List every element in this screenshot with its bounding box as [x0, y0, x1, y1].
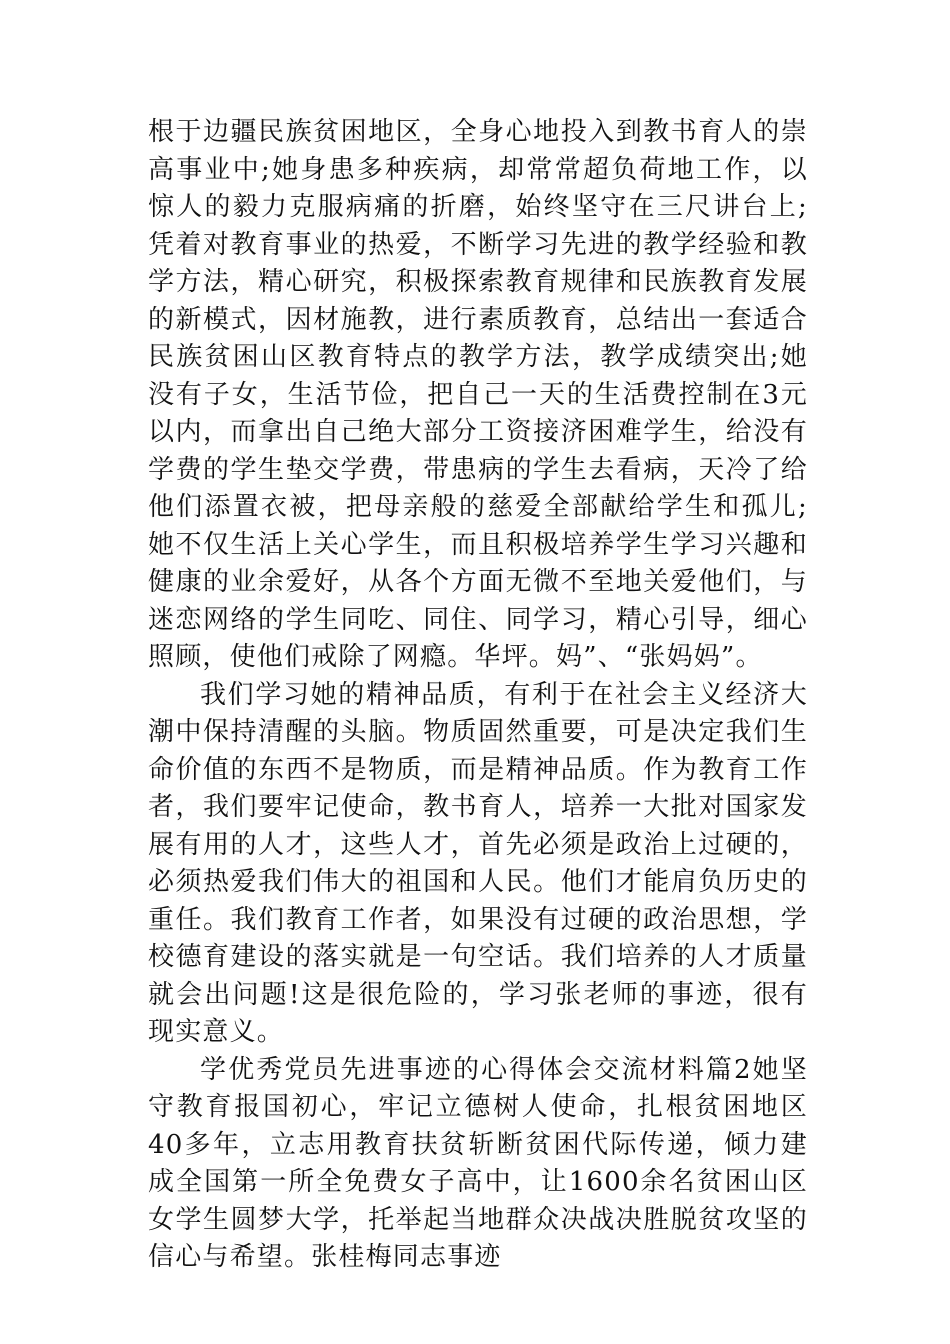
- paragraph-2: 我们学习她的精神品质，有利于在社会主义经济大潮中保持清醒的头脑。物质固然重要，可是决定我们生命价值的东西不是物质，而是精神品质。作为教育工作者，我们要牢记使命，教书育人，培养一大批对国家发展有用的人才，这些人才，首先必须是政治上过硬的，必须热爱我们伟大的祖国和人民。他们才能肩负历史的重任。我们教育工作者，如果没有过硬的政治思想，学校德育建设的落实就是一句空话。我们培养的人才质量就会出问题!这是很危险的，学习张老师的事迹，很有现实意义。: [148, 679, 808, 1047]
- paragraph-3: 学优秀党员先进事迹的心得体会交流材料篇2她坚守教育报国初心，牢记立德树人使命，扎根贫困地区40多年，立志用教育扶贫斩断贫困代际传递，倾力建成全国第一所全免费女子高中，让1600余名贫困山区女学生圆梦大学，托举起当地群众决战决胜脱贫攻坚的信心与希望。张桂梅同志事迹: [148, 1054, 808, 1272]
- document-page: [148, 114, 808, 1277]
- paragraph-1: 根于边疆民族贫困地区，全身心地投入到教书育人的崇高事业中;她身患多种疾病，却常常超负荷地工作，以惊人的毅力克服病痛的折磨，始终坚守在三尺讲台上;凭着对教育事业的热爱，不断学习先进的教学经验和教学方法，精心研究，积极探索教育规律和民族教育发展的新模式，因材施教，进行素质教育，总结出一套适合民族贫困山区教育特点的教学方法，教学成绩突出;她没有子女，生活节俭，把自己一天的生活费控制在3元以内，而拿出自己绝大部分工资接济困难学生，给没有学费的学生垫交学费，带患病的学生去看病，天冷了给他们添置衣被，把母亲般的慈爱全部献给学生和孤儿;她不仅生活上关心学生，而且积极培养学生学习兴趣和健康的业余爱好，从各个方面无微不至地关爱他们，与迷恋网络的学生同吃、同住、同学习，精心引导，细心照顾，使他们戒除了网瘾。华坪。妈”、“张妈妈”。: [148, 117, 808, 672]
